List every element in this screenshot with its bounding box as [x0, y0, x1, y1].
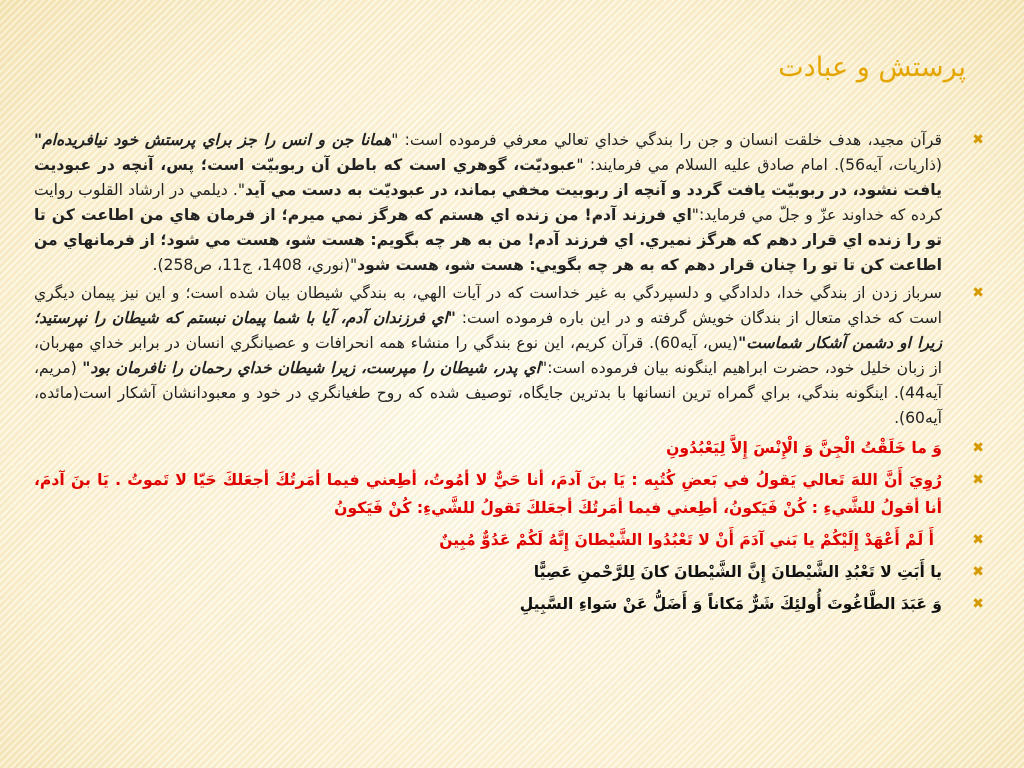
bullet-paragraph-2	[34, 281, 984, 431]
verse-1-text: وَ ما خَلَقْتُ الْجِنَّ وَ الْإِنْسَ إِلاَّ لِيَعْبُدُونِ	[666, 439, 942, 457]
bullet-verse-1	[34, 434, 984, 462]
slide-content	[34, 128, 984, 622]
paragraph-1-text	[34, 131, 942, 274]
x-bullet-icon: ✖	[972, 285, 984, 301]
verse-5-text: وَ عَبَدَ الطَّاغُوتَ أُولئِكَ شَرٌّ مَكاناً وَ أَضَلُّ عَنْ سَواءِ السَّبِيلِ	[519, 595, 942, 613]
p2-seg-4: (مريم، آيه44). اينگونه بندگي، براي گمراه ترين انسانها با بدترين جايگاه، توصيف شده كه روح طغيانگري در خود و معبودانشان آشكار است(مائده، آيه60).	[34, 359, 942, 427]
bullet-verse-3	[34, 526, 984, 554]
p1-seg-6: "(نوري، 1408، ج11، ص258).	[152, 256, 358, 274]
x-bullet-icon: ✖	[972, 472, 984, 488]
x-bullet-icon: ✖	[972, 564, 984, 580]
p1-seg-2: (ذاريات، آيه56). امام صادق عليه السلام مي فرمايند: "	[576, 156, 943, 174]
x-bullet-icon: ✖	[972, 440, 984, 456]
verse-2-text: رُوِيَ أَنَّ اللهَ تَعالي يَقولُ في بَعضِ كُتُبِه : يَا بنَ آدمَ، أنا حَيٌّ لا أمُوتُ، أطِعني فيما أمَرتُكَ أجعَلكَ حَيّا لا تَموتُ . يَا بنَ آدمَ، أنا أقولُ للشَّيءِ : كُنْ فَيَكونُ، أطِعني فيما أمَرتُكَ أجعَلكَ تَقولُ للشَّيءِ: كُنْ فَيَكونُ	[34, 471, 942, 517]
bullet-paragraph-1	[34, 128, 984, 278]
p1-seg-4: ". ديلمي در ارشاد القلوب روايت كرده كه خداوند عزّ و جلّ مي فرمايد:"	[34, 181, 942, 224]
x-bullet-icon: ✖	[972, 132, 984, 148]
p1-seg-3: عبوديّت، گوهري است كه باطن آن ربوبيّت است؛ پس، آنچه در عبوديت يافت نشود، در ربوبيّت يافت گردد و آنچه از ربوبيت مخفي بماند، در عبوديّت به دست مي آيد	[34, 156, 942, 199]
bullet-verse-5	[34, 590, 984, 618]
slide-title: پرستش و عبادت	[778, 52, 966, 83]
paragraph-2-text	[34, 284, 942, 427]
p2-seg-1: "اي فرزندان آدم، آيا با شما پيمان نبستم كه شيطان را نپرستيد؛ زيرا او دشمن آشكار شماست"	[34, 309, 942, 352]
p1-seg-0: قرآن مجيد، هدف خلقت انسان و جن را بندگي خداي تعالي معرفي فرموده است: "	[391, 131, 942, 149]
x-bullet-icon: ✖	[972, 596, 984, 612]
verse-3-text: أَ لَمْ أَعْهَدْ إِلَيْكُمْ يا بَني آدَمَ أَنْ لا تَعْبُدُوا الشَّيْطانَ إِنَّهُ لَكُمْ عَدُوٌّ مُبِينٌ	[439, 531, 934, 549]
bullet-verse-4	[34, 558, 984, 586]
p2-seg-2: (يس، آيه60). قرآن كريم، اين نوع بندگي را منشاء همه انحرافات و عصيانگري انسان در برابر خداي مهربان، از زبان خليل خود، حضرت ابراهيم اينگونه بيان فرموده است:"	[34, 334, 943, 377]
p1-seg-1: همانا جن و انس را جز براي پرستش خود نيافريده‌ام"	[34, 131, 392, 149]
p2-seg-0: سرباز زدن از بندگي خدا، دلدادگي و دلسپردگي به غير خداست كه در آيات الهي، به بندگي شيطان بيان شده است؛ و اين نيز پيمان ديگري است كه خداي متعال از بندگان خويش گرفته و در اين باره فرموده است:	[34, 284, 942, 327]
bullet-verse-2	[34, 466, 984, 522]
p2-seg-3: اي پدر، شيطان را مپرست، زيرا شيطان خداي رحمان را نافرمان بود"	[82, 359, 541, 377]
verse-4-text: يا أَبَتِ لا تَعْبُدِ الشَّيْطانَ إِنَّ الشَّيْطانَ كانَ لِلرَّحْمنِ عَصِيًّا	[533, 563, 942, 581]
x-bullet-icon: ✖	[972, 532, 984, 548]
p1-seg-5: اي فرزند آدم! من زنده اي هستم كه هرگز نمي ميرم؛ از فرمان هاي من اطاعت كن تا تو را زنده اي قرار دهم كه هرگز نميري. اي فرزند آدم! من به هر چه بگويم: هست شو، هست مي شود؛ از فرمانهاي من اطاعت كن تا تو را چنان قرار دهم كه به هر چه بگويي: هست شو، هست شود	[34, 206, 942, 274]
